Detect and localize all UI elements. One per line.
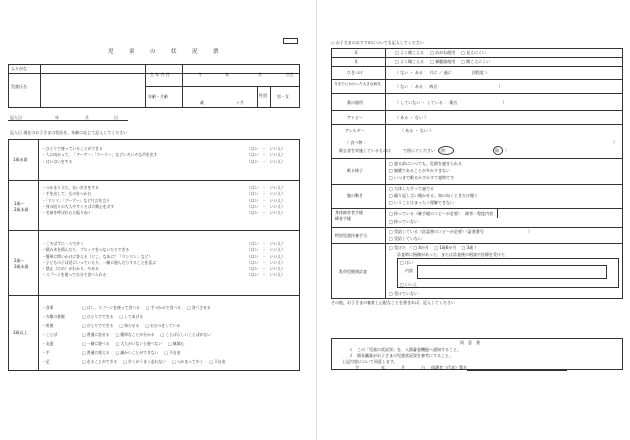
list-item bbox=[42, 159, 298, 165]
item-options[interactable] bbox=[82, 305, 217, 310]
row-options[interactable]: （ ある ・ ない ） bbox=[395, 115, 429, 120]
item-options[interactable] bbox=[82, 323, 186, 328]
consent-day: 日 bbox=[421, 365, 425, 370]
item-text: ・「マンマ」「ブーブー」など片言を言う bbox=[42, 197, 110, 203]
birth-month: 月 bbox=[258, 72, 262, 77]
divider bbox=[331, 208, 623, 209]
list-item bbox=[42, 314, 298, 323]
list-item bbox=[42, 350, 298, 359]
option[interactable]: □ 受給していない bbox=[389, 236, 423, 241]
checkup-yes[interactable]: □ はい bbox=[400, 260, 414, 265]
allergy-example: 卵 bbox=[495, 148, 499, 153]
divider bbox=[331, 184, 623, 185]
option[interactable]: □ 知らせる bbox=[119, 323, 140, 328]
page2-header: ○ お子さまのおすすめについても記入してください bbox=[331, 40, 424, 45]
option[interactable]: □ 手づかみで食べる bbox=[145, 305, 181, 310]
item-text: ・はいはいをする bbox=[42, 158, 73, 164]
item-options[interactable] bbox=[82, 314, 149, 319]
sex-values[interactable]: 男・女 bbox=[277, 94, 289, 99]
option[interactable]: □ 大体した手って過でる bbox=[389, 186, 435, 191]
option[interactable]: □ めがね使用 bbox=[430, 50, 456, 55]
consent-era: 令 bbox=[355, 365, 359, 370]
item-options[interactable] bbox=[82, 332, 217, 337]
item-text: ・手を出して、ものをつかむ bbox=[42, 191, 92, 197]
list-item bbox=[42, 332, 298, 341]
item-options[interactable] bbox=[82, 359, 232, 364]
option[interactable]: □ よく聞こえる bbox=[395, 59, 425, 64]
row-options[interactable] bbox=[395, 59, 496, 64]
divider bbox=[331, 66, 623, 67]
option[interactable]: □ はし、スプーンを使って食べる bbox=[82, 305, 140, 310]
option[interactable]: □ 歩くがうまく走れない bbox=[123, 359, 166, 364]
row-label: ひきつけ bbox=[347, 70, 363, 75]
divider bbox=[385, 48, 386, 299]
option[interactable]: □ ひとりでできる bbox=[82, 323, 114, 328]
footer-note: その他、お子さまの養育上心配なことを書きれば、記入してください bbox=[331, 300, 455, 305]
allergy-food: （ 食べ物 ： bbox=[345, 140, 368, 145]
option[interactable]: □ 持っていない bbox=[389, 219, 419, 224]
item-text: ・人に向かって、「アーアー」「ウーウー」などいろいろな声を出す bbox=[42, 152, 158, 158]
option[interactable]: □ 普通に使える bbox=[82, 350, 110, 355]
yes-no-answer[interactable]: （はい ・ いいえ） bbox=[247, 152, 285, 158]
divider bbox=[40, 64, 41, 108]
option[interactable]: □ 一緒に遊べる bbox=[82, 341, 110, 346]
option[interactable]: □ ひとりでできる bbox=[82, 314, 114, 319]
row-options[interactable]: （ ない ・ ある ： 病名 ） bbox=[395, 84, 503, 89]
instruction: 記入日 現在のお子さまの状況を、年齢に応じて記入してください bbox=[10, 130, 128, 135]
consent-title: 同 意 書 bbox=[460, 340, 480, 345]
item-label: ・用便 bbox=[42, 323, 54, 328]
underline bbox=[8, 120, 128, 121]
group-3-items bbox=[42, 241, 298, 279]
list-item bbox=[42, 210, 298, 216]
item-text: ・つかまり立ち、伝い歩きをする bbox=[42, 185, 99, 190]
birthdate-label: 生 年 月 日 bbox=[150, 72, 170, 77]
age-4: 3歳以上 bbox=[13, 330, 28, 335]
checkup-label: 乳幼児健康診査 bbox=[339, 269, 367, 274]
sleep-label: 眠る様子 bbox=[347, 168, 363, 173]
furigana-label: ふりがな bbox=[11, 66, 27, 71]
entry-date-label: 記入日 bbox=[10, 115, 22, 120]
age-2: 1歳～ 2歳未満 bbox=[14, 201, 29, 212]
cert-label: 身体障害者手帳 療育手帳 bbox=[335, 210, 363, 221]
divider bbox=[8, 230, 300, 231]
option[interactable]: □ いつまで眠るかすかすて寝時です bbox=[389, 175, 455, 180]
option[interactable]: □ 不自由 bbox=[164, 350, 181, 355]
corner-box bbox=[283, 38, 298, 44]
option[interactable]: □ 無関心 bbox=[168, 341, 185, 346]
checkup-not[interactable]: □ 受けていない bbox=[389, 291, 419, 296]
option[interactable]: □ 食べさせる bbox=[186, 305, 211, 310]
yes-no-answer[interactable]: （はい ・ いいえ） bbox=[247, 158, 285, 164]
age-months: ヶ月 bbox=[236, 100, 244, 105]
item-text: ・名前を呼ばれたら振り向く bbox=[42, 210, 92, 216]
item-label: ・食事 bbox=[42, 305, 54, 310]
child-name-label: 児童氏名 bbox=[11, 84, 27, 89]
divider bbox=[8, 180, 300, 181]
option[interactable]: □ 簡単なことが分かる bbox=[115, 332, 155, 337]
yes-no-answer[interactable]: （はい ・ いいえ） bbox=[247, 266, 285, 272]
divider bbox=[331, 93, 623, 94]
list-item bbox=[42, 272, 298, 278]
item-text: ・積み木を積んだり、ブロックをつないだりできる bbox=[42, 247, 130, 253]
row-options[interactable] bbox=[395, 50, 492, 55]
divider bbox=[257, 86, 258, 108]
birth-day: 日生 bbox=[286, 72, 294, 77]
list-item bbox=[42, 323, 298, 332]
entry-year: 年 bbox=[55, 115, 59, 120]
divider bbox=[497, 208, 498, 218]
divider bbox=[331, 243, 623, 244]
allergy-label: アレルギー bbox=[345, 128, 365, 133]
yes-no-answer[interactable]: （はい ・ いいえ） bbox=[247, 197, 285, 203]
allergy-options[interactable]: （ ある ・ ない ） bbox=[400, 128, 434, 133]
item-label: ・足 bbox=[42, 359, 50, 364]
item-text: ・簡単に問いかけに答える（どこ、なあに？「ワンワン」など） bbox=[42, 253, 153, 259]
divider bbox=[270, 86, 271, 108]
list-item bbox=[42, 305, 298, 314]
option[interactable]: □ おむつをしている bbox=[145, 323, 181, 328]
consent-year: 年 bbox=[381, 365, 385, 370]
birth-year: 年 bbox=[225, 72, 229, 77]
divider bbox=[331, 79, 623, 80]
item-options[interactable] bbox=[82, 350, 187, 355]
child-name-field[interactable] bbox=[42, 74, 143, 106]
item-label: ・ことば bbox=[42, 332, 58, 337]
item-label: ・手 bbox=[42, 350, 50, 355]
item-text: ・ひとりで座っていることができる bbox=[42, 146, 103, 151]
age-3: 2歳～ 3歳未満 bbox=[14, 258, 29, 269]
option[interactable]: □ よく聞こえる bbox=[395, 50, 425, 55]
sex-label: 性別 bbox=[259, 93, 267, 98]
yes-no-answer[interactable]: （はい ・ いいえ） bbox=[247, 247, 285, 253]
birth-era: 令 bbox=[198, 72, 202, 77]
over3-items bbox=[42, 305, 298, 368]
item-text: ・スプーンを使って自分で食べられる bbox=[42, 272, 107, 278]
signature-line[interactable] bbox=[467, 370, 567, 371]
option[interactable]: □ 寝る前にいつでも、危険を連ぎられる bbox=[389, 161, 463, 166]
checkup-sub: 診査時に指摘があった、または診査後の相談や医療を受けた bbox=[397, 252, 505, 257]
consent-line2: ２ 園長職業がお子さまの児童状況票を参考にすること。 bbox=[349, 353, 453, 358]
consent-line1: １ この「児童の状況票」を、入園審査機能へ通知すること。 bbox=[349, 347, 461, 352]
divider bbox=[331, 124, 623, 125]
option[interactable]: □ ことばらしいことばがない bbox=[160, 332, 211, 337]
entry-month: 月 bbox=[85, 115, 89, 120]
age-1: 1歳未満 bbox=[13, 157, 28, 162]
item-label: ・衣類の着脱 bbox=[42, 314, 65, 319]
yes-no-answer[interactable]: （はい ・ いいえ） bbox=[247, 241, 285, 246]
option[interactable]: □ 無暖であることが多かすきない bbox=[389, 168, 451, 173]
yes-no-answer[interactable]: （はい ・ いいえ） bbox=[247, 146, 285, 151]
option[interactable]: □ してあげる bbox=[119, 314, 144, 319]
yes-no-answer[interactable]: （はい ・ いいえ） bbox=[247, 185, 285, 190]
group-2-items bbox=[42, 185, 298, 216]
age-years: 歳 bbox=[200, 100, 204, 105]
eye-label: 腹の動き bbox=[347, 193, 363, 198]
group-1-items bbox=[42, 146, 298, 165]
option[interactable]: □ 大人がいないと遊べない bbox=[115, 341, 163, 346]
item-text: ・子どもの子ば近にいっていたり、一緒に遊んだりすることを喜ぶ bbox=[42, 259, 156, 265]
divider bbox=[8, 295, 300, 296]
item-text: ・身の回りの大人やすぐそばに興心をボす bbox=[42, 203, 115, 209]
checkup-content-label: 内容 bbox=[405, 268, 413, 273]
option[interactable]: □ 見えにくい bbox=[461, 50, 487, 55]
item-options[interactable] bbox=[82, 341, 190, 346]
option[interactable]: □ 細かいことができない bbox=[115, 350, 159, 355]
option[interactable]: □ 繰り返し言い聞かせる、知の向くときだけ聞く bbox=[389, 193, 479, 198]
row-label: 今までにかかった大きな病気 bbox=[334, 82, 381, 86]
item-text: ・ころばずに一人で歩く bbox=[42, 241, 84, 246]
yes-no-answer[interactable]: （はい ・ いいえ） bbox=[247, 191, 285, 197]
divider bbox=[331, 158, 623, 159]
row-options[interactable]: （ していない ・ している ： 薬名 ） bbox=[395, 100, 507, 105]
yes-no-answer[interactable]: （はい ・ いいえ） bbox=[247, 253, 285, 259]
entry-day: 日 bbox=[114, 115, 118, 120]
divider bbox=[331, 227, 623, 228]
yes-no-answer[interactable]: （はい ・ いいえ） bbox=[247, 272, 285, 278]
allergy-close: ） bbox=[613, 140, 617, 145]
checkup-first[interactable]: □ 受けた （ □ 4か月 □ 1歳6か月 □ 3歳 ） bbox=[389, 245, 479, 250]
option[interactable]: □ 走ることができる bbox=[82, 359, 118, 364]
list-item bbox=[42, 341, 298, 350]
checkup-content-field[interactable] bbox=[417, 265, 607, 279]
allergy-example-close: ） bbox=[505, 148, 509, 153]
row-label: 耳 bbox=[354, 59, 358, 64]
row-label: アトピー bbox=[347, 115, 363, 120]
support-label: 特別児童扶養手当 bbox=[335, 233, 367, 238]
age-label: 年齢・月齢 bbox=[148, 94, 168, 99]
checkup-no[interactable]: □ いいえ bbox=[400, 282, 418, 287]
guardian-label: 保護者（代表）署名 bbox=[431, 365, 467, 370]
row-label: 耳 bbox=[354, 50, 358, 55]
option[interactable]: □ 普通に話せる bbox=[82, 332, 110, 337]
circle-icon bbox=[438, 146, 454, 155]
divider bbox=[331, 57, 623, 58]
option[interactable]: □ つかまって歩く bbox=[171, 359, 204, 364]
option[interactable]: □ 不自由 bbox=[209, 359, 226, 364]
yes-no-answer[interactable]: （はい ・ いいえ） bbox=[247, 259, 285, 265]
allergy-diet: 除去食を実施しているものは で囲んでください （例： bbox=[339, 148, 449, 153]
divider bbox=[145, 86, 300, 87]
divider bbox=[331, 110, 623, 111]
option[interactable]: □ 持っている（確手帳のコピーが必要） 障害・程度内容 bbox=[389, 211, 494, 216]
row-label: 薬の服用 bbox=[347, 100, 363, 105]
consent-month: 月 bbox=[401, 365, 405, 370]
option[interactable]: □ 受給している（医認書のコピーが必要）（証書番号 ） bbox=[389, 229, 532, 234]
option[interactable]: □ 聞こえにくい bbox=[461, 59, 491, 64]
list-item bbox=[42, 359, 298, 368]
row-options[interactable]: （ ない ・ ある ： 月に ／ 過に 回程度 ） bbox=[395, 70, 490, 75]
page-title: 児 童 の 状 況 票 bbox=[108, 49, 224, 55]
yes-no-answer[interactable]: （はい ・ いいえ） bbox=[247, 203, 285, 209]
option[interactable]: □ いうことはまったく理解できない bbox=[389, 200, 455, 205]
item-text: ・禁止（だめ）がわかり、やめる bbox=[42, 266, 99, 272]
divider bbox=[38, 139, 39, 371]
page-right bbox=[317, 0, 630, 440]
yes-no-answer[interactable]: （はい ・ いいえ） bbox=[247, 210, 285, 216]
consent-line3: 上記内容について同意します。 bbox=[342, 359, 398, 364]
item-label: ・友達 bbox=[42, 341, 54, 346]
option[interactable]: □ 補聴器使用 bbox=[430, 59, 456, 64]
